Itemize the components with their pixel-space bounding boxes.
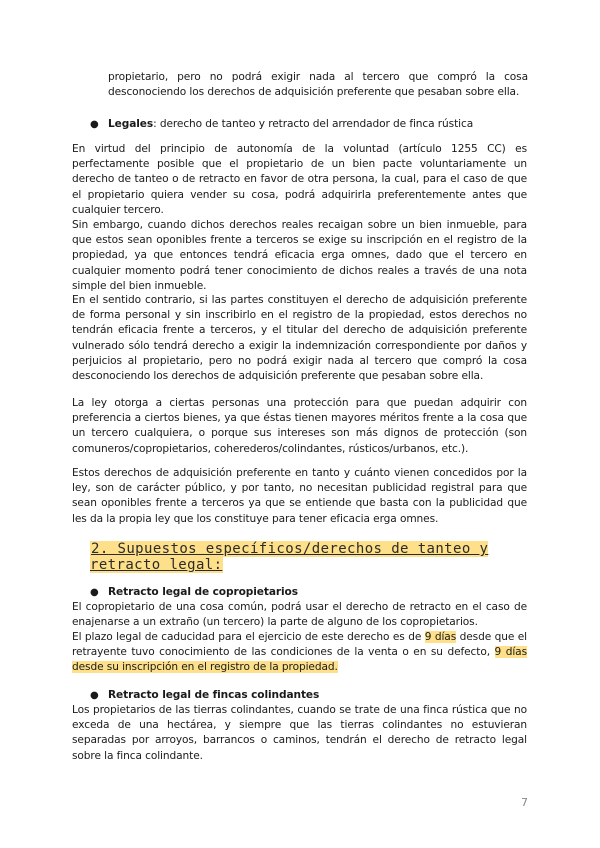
bullet-icon: ● — [90, 119, 99, 130]
highlight-9-dias: 9 días — [424, 631, 457, 643]
page-number: 7 — [521, 796, 528, 809]
bullet-icon: ● — [90, 690, 99, 701]
paragraph-1: En virtud del principio de autonomía de la voluntad (artículo 1255 CC) es perfectamente posible que el propietario de un bien pacte voluntariamente un derecho de tanteo o de retracto en favor de otra persona, la cual, para el caso de que el propietario quiera vender su cosa, podrá adquirirla preferentemente antes que cualquier tercero. — [72, 143, 527, 216]
section-heading — [90, 541, 530, 573]
paragraph-3: En el sentido contrario, si las partes constituyen el derecho de adquisición preferente de forma personal y sin inscribirlo en el registro de la propiedad, estos derechos no tendrán eficacia frente a terceros, y el titular del derecho de adquisición preferente vulnerado sólo tendrá derecho a exigir la indemnización correspondiente por daños y perjuicios al propietario, pero no podrá exigir nada al tercero que compró la cosa desconociendo los derechos de adquisición preferente que pesaban sobre ella. — [72, 294, 527, 383]
bullet-legales — [90, 117, 530, 132]
copropietarios-paragraph-2: El plazo legal de caducidad para el ejercicio de este derecho es de 9 días desde que el retrayente tuvo conocimiento de las condiciones de la venta o en su defecto, 9 días desde su inscripción en el registro de la propiedad. — [72, 631, 527, 674]
subsection-heading-colindantes — [90, 688, 530, 703]
paragraph-2: Sin embargo, cuando dichos derechos reales recaigan sobre un bien inmueble, para que estos sean oponibles frente a terceros se exige su inscripción en el registro de la propiedad, ya que entonces tendrá eficacia erga omnes, dado que el tercero en cualquier momento podrá tener conocimiento de dichos reales a través de una nota simple del bien inmueble. — [72, 219, 527, 292]
bullet-text: : derecho de tanteo y retracto del arrendador de finca rústica — [153, 118, 474, 130]
paragraph-5: Estos derechos de adquisición preferente en tanto y cuánto vienen concedidos por la ley, son de carácter público, y por tanto, no necesitan publicidad registral para que sean oponibles frente a terceros ya que se entiende que basta con la publicidad que les da la propia ley que los constituye para tener eficacia erga omnes. — [72, 467, 527, 525]
bullet-label: Legales — [108, 118, 154, 130]
bullet-icon: ● — [90, 587, 99, 598]
paragraph-4: La ley otorga a ciertas personas una protección para que puedan adquirir con preferencia a ciertos bienes, ya que éstas tienen mayores méritos frente a la cosa que un tercero cualquiera, o porque sus intereses son más dignos de protección (son comuneros/copropietarios, coherederos/colindantes, rústicos/urbanos, etc.). — [72, 397, 527, 455]
continuation-paragraph: propietario, pero no podrá exigir nada al tercero que compró la cosa desconociendo los derechos de adquisición preferente que pesaban sobre ella. — [108, 71, 528, 99]
colindantes-paragraph: Los propietarios de las tierras colindantes, cuando se trate de una finca rústica que no exceda de una hectárea, y siempre que las tierras colindantes no estuvieran separadas por arroyos, barrancos o caminos, tendrán el derecho de retracto legal sobre la finca colindante. — [72, 704, 527, 762]
subsection-heading-copropietarios — [90, 585, 530, 600]
highlight-inscripcion: 9 días desde su inscripción en el registro de la propiedad. — [72, 646, 527, 674]
section-number: 2. — [91, 541, 109, 557]
copropietarios-paragraph-1: El copropietario de una cosa común, podrá usar el derecho de retracto en el caso de enajenarse a un extraño (un tercero) la parte de alguno de los copropietarios. — [72, 601, 527, 629]
section-title: Supuestos específicos/derechos de tanteo y retracto legal: — [90, 541, 489, 573]
subsection-title: Retracto legal de copropietarios — [108, 586, 298, 598]
subsection-title: Retracto legal de fincas colindantes — [108, 689, 320, 701]
